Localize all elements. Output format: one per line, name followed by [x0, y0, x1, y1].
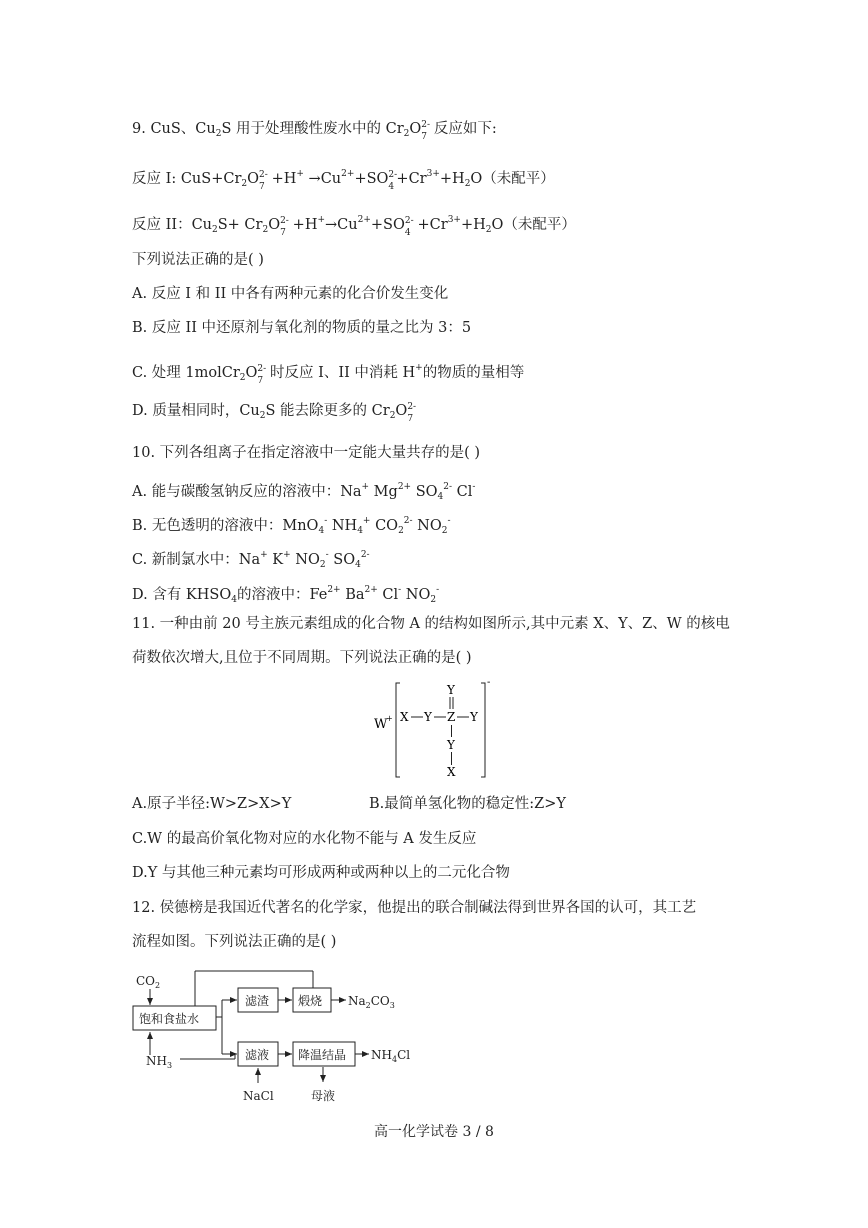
struct-charge: -	[487, 677, 491, 688]
struct-y-bottom: Y	[447, 738, 455, 752]
struct-bracket-left	[396, 683, 400, 777]
page-footer: 高一化学试卷 3 / 8	[374, 1124, 494, 1140]
nacl-label: NaCl	[243, 1089, 274, 1103]
q10-option-d: D. 含有 $KHSO_4$的溶液中：$Fe^{2+}$ $Ba^{2+}$ Cl- $NO_2^-$	[132, 585, 440, 605]
box-calcination-label: 煅烧	[298, 994, 323, 1008]
q11-option-d: D.Y 与其他三种元素均可形成两种或两种以上的二元化合物	[132, 865, 510, 881]
struct-z: Z	[447, 710, 456, 724]
q12-question-line-2: 流程如图。下列说法正确的是( )	[132, 934, 337, 950]
struct-y-left: Y	[424, 710, 432, 724]
co2-label: $CO_2$	[136, 974, 161, 990]
struct-w-charge: +	[386, 714, 393, 723]
q10-option-b: B. 无色透明的溶液中：MnO$_4$- $NH_4^+$ $CO_2^{2-}$ $NO_2^-$	[132, 516, 451, 536]
box-cooling-crystallization-label: 降温结晶	[298, 1048, 347, 1062]
q10-option-c: C. 新制氯水中：Na+ K+ $NO_2^-$ $SO_4^{2-}$	[132, 550, 370, 570]
na2co3-label: $Na_2CO_3$	[348, 994, 395, 1010]
q12-question-line-1: 12. 侯德榜是我国近代著名的化学家，他提出的联合制碱法得到世界各国的认可，其工艺	[132, 900, 697, 916]
struct-bracket-right	[481, 683, 485, 777]
q9-option-a: A. 反应 I 和 II 中各有两种元素的化合价发生变化	[132, 286, 449, 302]
box-saturated-brine-label: 饱和食盐水	[139, 1012, 200, 1026]
mother-liquor-label: 母液	[311, 1089, 336, 1103]
q9-option-d: D. 质量相同时，$Cu_2S$ 能去除更多的 $Cr_2O$ 2- 7	[132, 402, 417, 424]
q11-question-line-2: 荷数依次增大,且位于不同周期。下列说法正确的是( )	[132, 650, 472, 666]
q9-option-b: B. 反应 II 中还原剂与氧化剂的物质的量之比为 3：5	[132, 320, 472, 336]
struct-x-bottom: X	[447, 765, 456, 779]
box-filtrate-label: 滤液	[245, 1048, 270, 1062]
q9-option-c: C. 处理 1molCr$_2$O 2- 7 时反应 I、II 中消耗 H+的物质的量相等	[132, 363, 525, 386]
nh3-label: $NH_3$	[146, 1054, 173, 1070]
q9-stem: 9. CuS、$Cu_2S$ 用于处理酸性废水中的 $Cr_2O$ 2- 7 反应如下:	[132, 120, 497, 142]
q9-reaction-1: 反应 I: $CuS+Cr_2O$ 2- 7 $+H^+ \to Cu^{2+}+SO$ 2- 4 $+Cr^{3+}+H_2O$（未配平）	[132, 169, 555, 192]
q9-reaction-2: 反应 II：$Cu_2S+ Cr_2O$ 2- 7 $+H^+\to Cu^{2+}+SO$ 2- 4 $+Cr^{3+}+H_2O$（未配平）	[132, 215, 576, 238]
q11-question-line-1: 11. 一种由前 20 号主族元素组成的化合物 A 的结构如图所示,其中元素 X、Y、Z、W 的核电	[132, 616, 730, 632]
q11-option-b: B.最简单氢化物的稳定性:Z>Y	[369, 796, 566, 812]
struct-y-right: Y	[470, 710, 478, 724]
q11-option-a: A.原子半径:W>Z>X>Y	[132, 796, 292, 812]
struct-x-left: X	[400, 710, 409, 724]
q9-question: 下列说法正确的是( )	[132, 252, 264, 268]
q10-question: 10. 下列各组离子在指定溶液中一定能大量共存的是( )	[132, 445, 481, 461]
struct-y-top: Y	[447, 683, 455, 697]
q11-structure-diagram	[370, 677, 500, 782]
q11-option-c: C.W 的最高价氧化物对应的水化物不能与 A 发生反应	[132, 831, 477, 847]
struct-w: W	[374, 717, 388, 732]
q10-option-a: A. 能与碳酸氢钠反应的溶液中：Na+ $Mg^{2+}$ $SO_4^{2-}$ Cl-	[132, 482, 476, 502]
q12-process-flow	[125, 965, 445, 1110]
box-filter-residue-label: 滤渣	[245, 994, 270, 1008]
nh4cl-label: $NH_4Cl$	[371, 1048, 411, 1064]
